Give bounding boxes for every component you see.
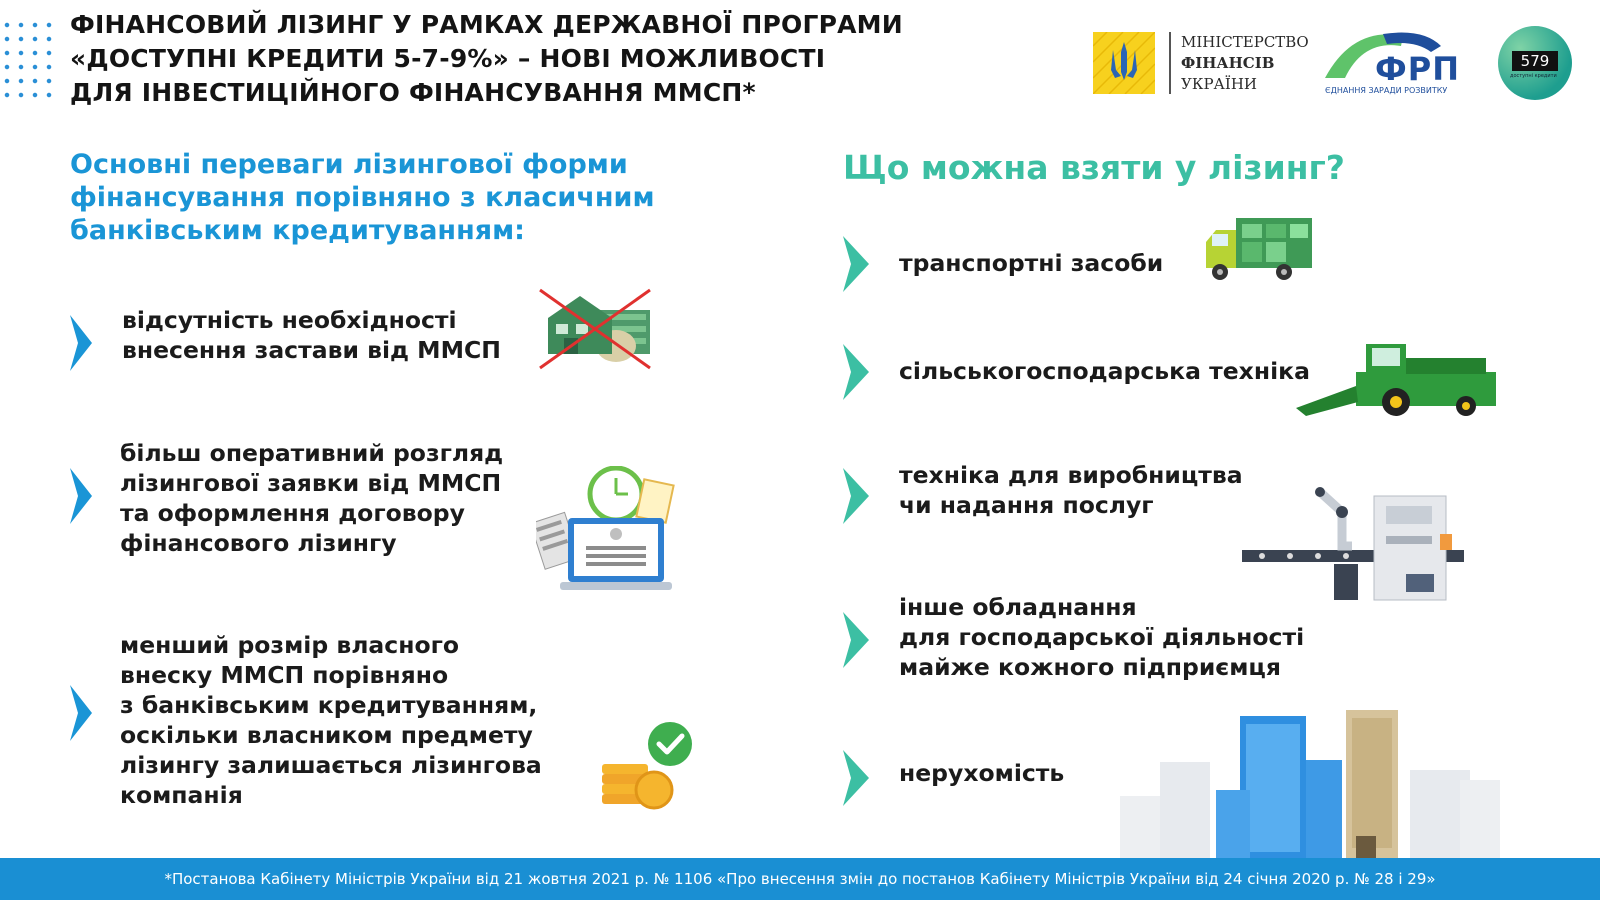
affordable-loans-579-logo xyxy=(1498,26,1572,100)
advantages-heading xyxy=(70,148,710,247)
advantage-text xyxy=(120,630,542,810)
leasing-items-heading: Що можна взяти у лізинг? xyxy=(843,148,1345,187)
leasing-item-text xyxy=(899,356,1310,386)
chevron-right-icon xyxy=(70,468,100,524)
ministry-name-line: ФІНАНСІВ xyxy=(1181,54,1275,72)
advantage-text-line: та оформлення договору xyxy=(120,499,465,527)
footnote-bar xyxy=(0,858,1600,900)
truck-icon xyxy=(1204,216,1314,286)
heading-line: фінансування порівняно з класичним xyxy=(70,182,655,213)
leasing-item xyxy=(843,748,1143,808)
frp-logo xyxy=(1323,28,1473,98)
title-line: ДЛЯ ІНВЕСТИЦІЙНОГО ФІНАНСУВАННЯ ММСП* xyxy=(70,78,756,107)
chevron-right-icon xyxy=(70,685,100,741)
leasing-item-text-line: техніка для виробництва xyxy=(899,461,1243,489)
frp-name: ФРП xyxy=(1375,50,1460,88)
page-title xyxy=(70,8,970,110)
advantage-text-line: з банківським кредитуванням, xyxy=(120,691,538,719)
chevron-right-icon xyxy=(843,236,873,292)
leasing-item xyxy=(843,462,1273,552)
ministry-name-line: МІНІСТЕРСТВО xyxy=(1181,33,1309,51)
advantage-text-line: компанія xyxy=(120,781,243,809)
ministry-of-finance-logo xyxy=(1093,30,1318,94)
leasing-item-text-line: сільськогосподарська техніка xyxy=(899,357,1310,385)
advantage-text-line: внесення застави від ММСП xyxy=(122,336,501,364)
advantage-text-line: лізингової заявки від ММСП xyxy=(120,469,502,497)
no-collateral-icon xyxy=(538,288,658,372)
combine-harvester-icon xyxy=(1296,338,1516,428)
frp-tagline: ЄДНАННЯ ЗАРАДИ РОЗВИТКУ xyxy=(1325,86,1448,95)
chevron-right-icon xyxy=(843,468,873,524)
leasing-item-text-line: нерухомість xyxy=(899,759,1065,787)
heading-line: Основні переваги лізингової форми xyxy=(70,149,628,180)
title-line: ФІНАНСОВИЙ ЛІЗИНГ У РАМКАХ ДЕРЖАВНОЇ ПРОГРАМИ xyxy=(70,10,903,39)
leasing-item-text-line: чи надання послуг xyxy=(899,491,1154,519)
trident-emblem-icon xyxy=(1093,32,1155,94)
decorative-dot-pattern xyxy=(0,18,52,98)
footnote-text: *Постанова Кабінету Міністрів України від 21 жовтня 2021 р. № 1106 «Про внесення змін до постанов Кабінету Міністрів України від 24 січня 2020 р. № 28 і 29» xyxy=(164,870,1436,888)
chevron-right-icon xyxy=(843,750,873,806)
coins-check-icon xyxy=(598,720,698,810)
leasing-item-text xyxy=(899,758,1064,788)
advantage-text-line: внеску ММСП порівняно xyxy=(120,661,449,689)
leasing-item-text-line: для господарської діяльності xyxy=(899,623,1305,651)
title-line: «ДОСТУПНІ КРЕДИТИ 5-7-9%» – НОВІ МОЖЛИВОСТІ xyxy=(70,44,826,73)
leasing-item-text-line: інше обладнання xyxy=(899,593,1137,621)
leasing-item-text xyxy=(899,460,1243,520)
chevron-right-icon xyxy=(843,344,873,400)
advantage-text-line: оскільки власником предмету xyxy=(120,721,533,749)
laptop-clock-icon xyxy=(536,466,686,596)
advantage-text-line: відсутність необхідності xyxy=(122,306,457,334)
program-caption: доступні кредити xyxy=(1510,73,1557,79)
buildings-icon xyxy=(1120,710,1500,858)
program-number: 579 xyxy=(1512,51,1558,71)
leasing-item-text xyxy=(899,592,1304,682)
leasing-item-text xyxy=(899,248,1163,278)
chevron-right-icon xyxy=(843,612,873,668)
advantage-text xyxy=(122,305,501,365)
advantage-text-line: більш оперативний розгляд xyxy=(120,439,504,467)
leasing-item-text-line: транспортні засоби xyxy=(899,249,1164,277)
heading-line: банківським кредитуванням: xyxy=(70,215,525,246)
leasing-item xyxy=(843,592,1323,692)
chevron-right-icon xyxy=(70,315,100,371)
leasing-item-text-line: майже кожного підприємця xyxy=(899,653,1281,681)
advantage-text-line: фінансового лізингу xyxy=(120,529,397,557)
ministry-name xyxy=(1181,32,1309,95)
production-line-icon xyxy=(1240,486,1470,606)
advantage-text-line: менший розмір власного xyxy=(120,631,460,659)
advantage-text-line: лізингу залишається лізингова xyxy=(120,751,542,779)
advantage-item xyxy=(70,630,670,810)
advantage-text xyxy=(120,438,503,558)
leasing-item xyxy=(843,344,1343,404)
ministry-name-line: УКРАЇНИ xyxy=(1181,75,1257,93)
logo-divider xyxy=(1169,32,1171,94)
